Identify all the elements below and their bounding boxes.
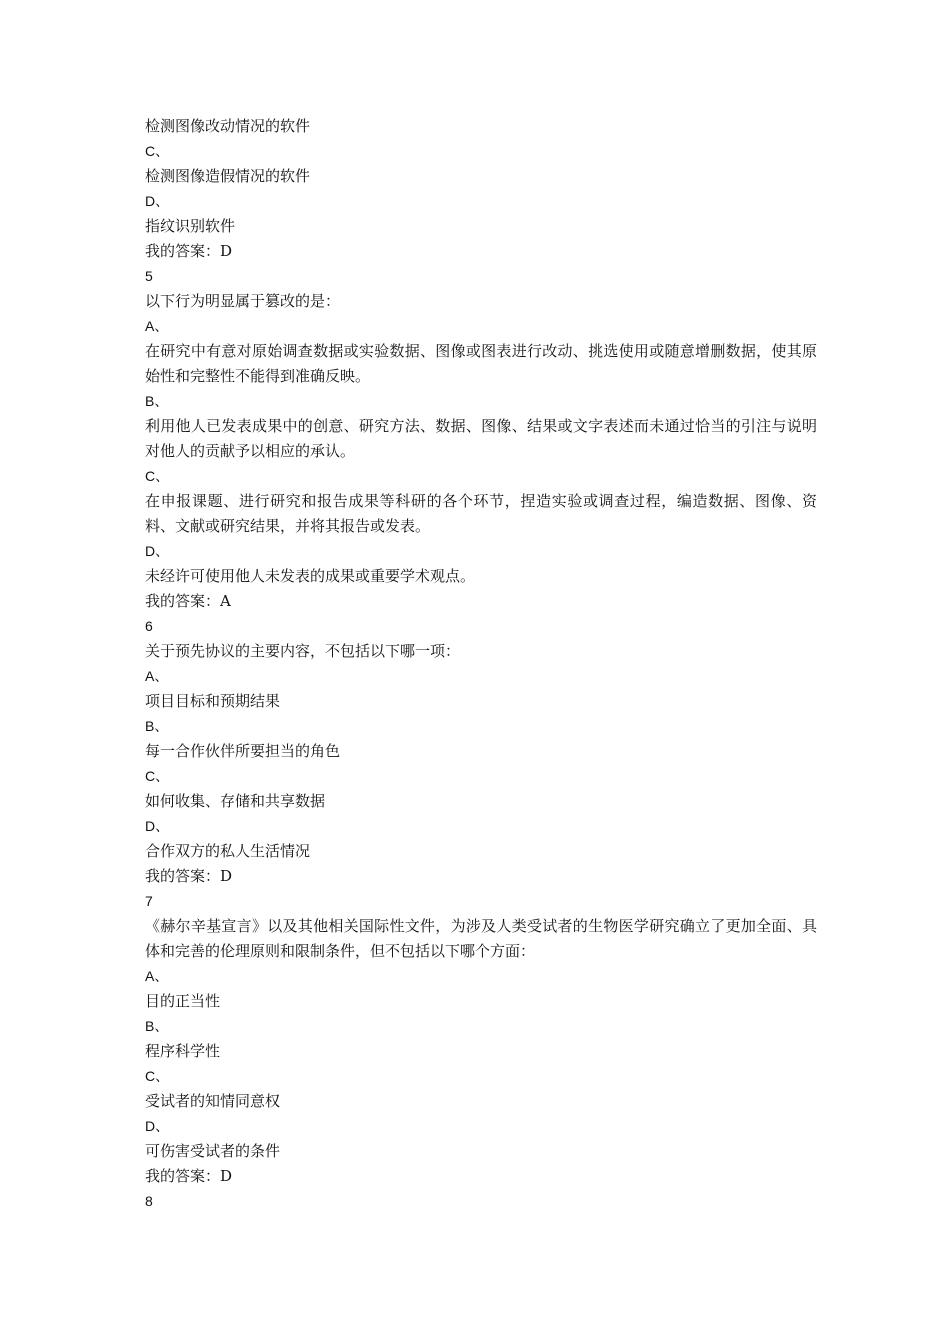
option-label: C、 (145, 768, 170, 784)
document-page (145, 114, 817, 1214)
option-label: D、 (145, 818, 170, 834)
option-label: C、 (145, 1068, 170, 1084)
option-label: A、 (145, 668, 169, 684)
option-text: 如何收集、存储和共享数据 (145, 792, 326, 810)
question-number: 8 (145, 1193, 153, 1209)
option-text: 受试者的知情同意权 (145, 1092, 281, 1110)
option-label: C、 (145, 468, 170, 484)
option-label: D、 (145, 543, 170, 559)
option-label: A、 (145, 318, 169, 334)
my-answer: 我的答案：D (145, 242, 233, 260)
my-answer: 我的答案：D (145, 867, 233, 885)
option-text: 指纹识别软件 (145, 217, 236, 235)
option-text: 在研究中有意对原始调查数据或实验数据、图像或图表进行改动、挑选使用或随意增删数据，使其原始性和完整性不能得到准确反映。 (145, 342, 817, 385)
option-text: 目的正当性 (145, 992, 221, 1010)
question-number: 7 (145, 893, 153, 909)
question-number: 6 (145, 618, 153, 634)
option-text: 检测图像造假情况的软件 (145, 167, 311, 185)
question-text: 关于预先协议的主要内容，不包括以下哪一项： (145, 642, 461, 660)
question-number: 5 (145, 268, 153, 284)
option-text: 可伤害受试者的条件 (145, 1142, 281, 1160)
option-label: B、 (145, 393, 169, 409)
option-text: 检测图像改动情况的软件 (145, 117, 311, 135)
my-answer: 我的答案：A (145, 592, 231, 610)
option-label: C、 (145, 143, 170, 159)
question-text: 以下行为明显属于篡改的是： (145, 292, 341, 310)
option-text: 程序科学性 (145, 1042, 221, 1060)
option-label: B、 (145, 1018, 169, 1034)
option-label: B、 (145, 718, 169, 734)
option-label: D、 (145, 1118, 170, 1134)
option-text: 未经许可使用他人未发表的成果或重要学术观点。 (145, 567, 476, 585)
option-label: D、 (145, 193, 170, 209)
option-text: 每一合作伙伴所要担当的角色 (145, 742, 341, 760)
option-text: 项目目标和预期结果 (145, 692, 281, 710)
my-answer: 我的答案：D (145, 1167, 233, 1185)
question-text: 《赫尔辛基宣言》以及其他相关国际性文件，为涉及人类受试者的生物医学研究确立了更加全面、具体和完善的伦理原则和限制条件，但不包括以下哪个方面： (145, 917, 817, 960)
option-text: 利用他人已发表成果中的创意、研究方法、数据、图像、结果或文字表述而未通过恰当的引注与说明对他人的贡献予以相应的承认。 (145, 417, 817, 460)
option-text: 合作双方的私人生活情况 (145, 842, 311, 860)
option-text: 在申报课题、进行研究和报告成果等科研的各个环节，捏造实验或调查过程，编造数据、图像、资料、文献或研究结果，并将其报告或发表。 (145, 492, 817, 535)
option-label: A、 (145, 968, 169, 984)
